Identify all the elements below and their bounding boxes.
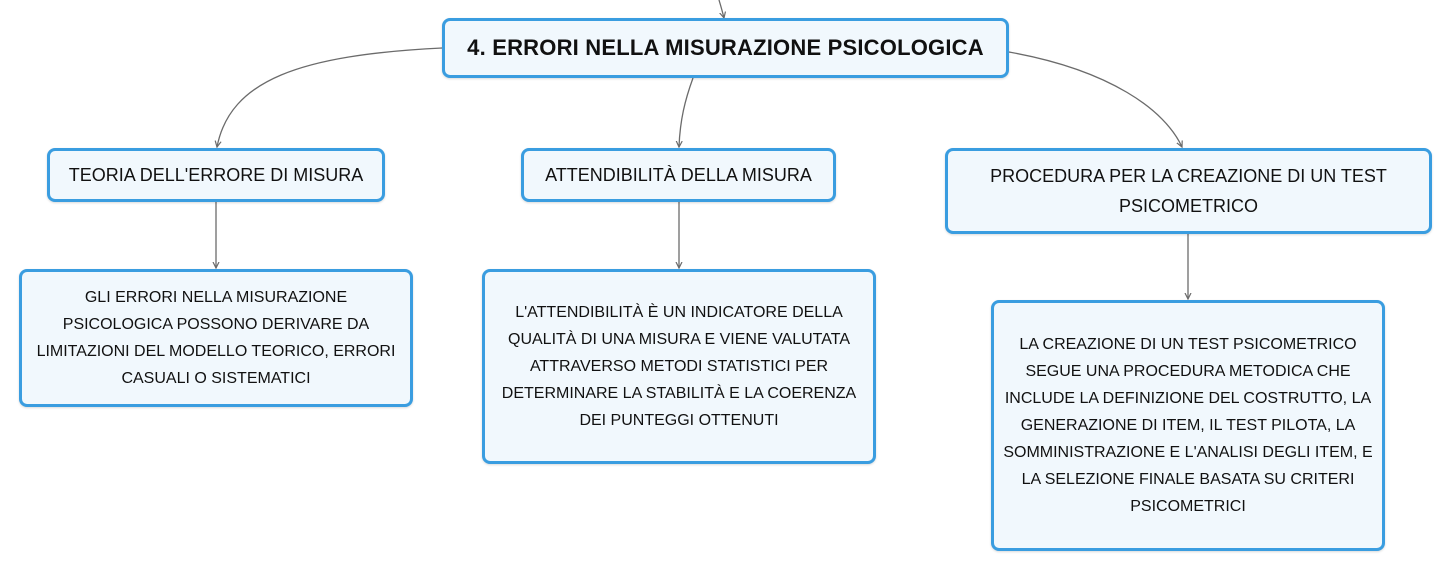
topic-node-label: TEORIA DELL'ERRORE DI MISURA xyxy=(68,165,364,185)
detail-node-text: L'ATTENDIBILITÀ È UN INDICATORE DELLA QUALITÀ DI UNA MISURA E VIENE VALUTATA ATTRAVERSO METODI STATISTICI PER DETERMINARE LA STABILITÀ E LA COERENZA DEI PUNTEGGI OTTENUTI xyxy=(501,304,857,429)
detail-node-reliability[interactable] xyxy=(482,269,876,464)
topic-node-label: PROCEDURA PER LA CREAZIONE DI UN TEST PSICOMETRICO xyxy=(990,166,1387,216)
connector-root-topic-3 xyxy=(1009,52,1182,147)
connector-root-topic-2 xyxy=(679,78,693,147)
topic-node-reliability[interactable] xyxy=(521,148,836,202)
detail-node-text: LA CREAZIONE DI UN TEST PSICOMETRICO SEGUE UNA PROCEDURA METODICA CHE INCLUDE LA DEFINIZIONE DEL COSTRUTTO, LA GENERAZIONE DI ITEM, IL TEST PILOTA, LA SOMMINISTRAZIONE E L'ANALISI DEGLI ITEM, E LA SELEZIONE FINALE BASATA SU CRITERI PSICOMETRICI xyxy=(1003,336,1373,515)
connector-incoming xyxy=(719,0,724,18)
topic-node-error-theory[interactable] xyxy=(47,148,385,202)
detail-node-text: GLI ERRORI NELLA MISURAZIONE PSICOLOGICA POSSONO DERIVARE DA LIMITAZIONI DEL MODELLO TEORICO, ERRORI CASUALI O SISTEMATICI xyxy=(36,289,396,387)
root-node[interactable] xyxy=(442,18,1009,78)
detail-node-error-theory[interactable] xyxy=(19,269,413,407)
connector-root-topic-1 xyxy=(217,48,442,147)
root-node-label: 4. ERRORI NELLA MISURAZIONE PSICOLOGICA xyxy=(467,35,984,60)
detail-node-test-creation[interactable] xyxy=(991,300,1385,551)
topic-node-test-creation[interactable] xyxy=(945,148,1432,234)
topic-node-label: ATTENDIBILITÀ DELLA MISURA xyxy=(545,165,812,185)
